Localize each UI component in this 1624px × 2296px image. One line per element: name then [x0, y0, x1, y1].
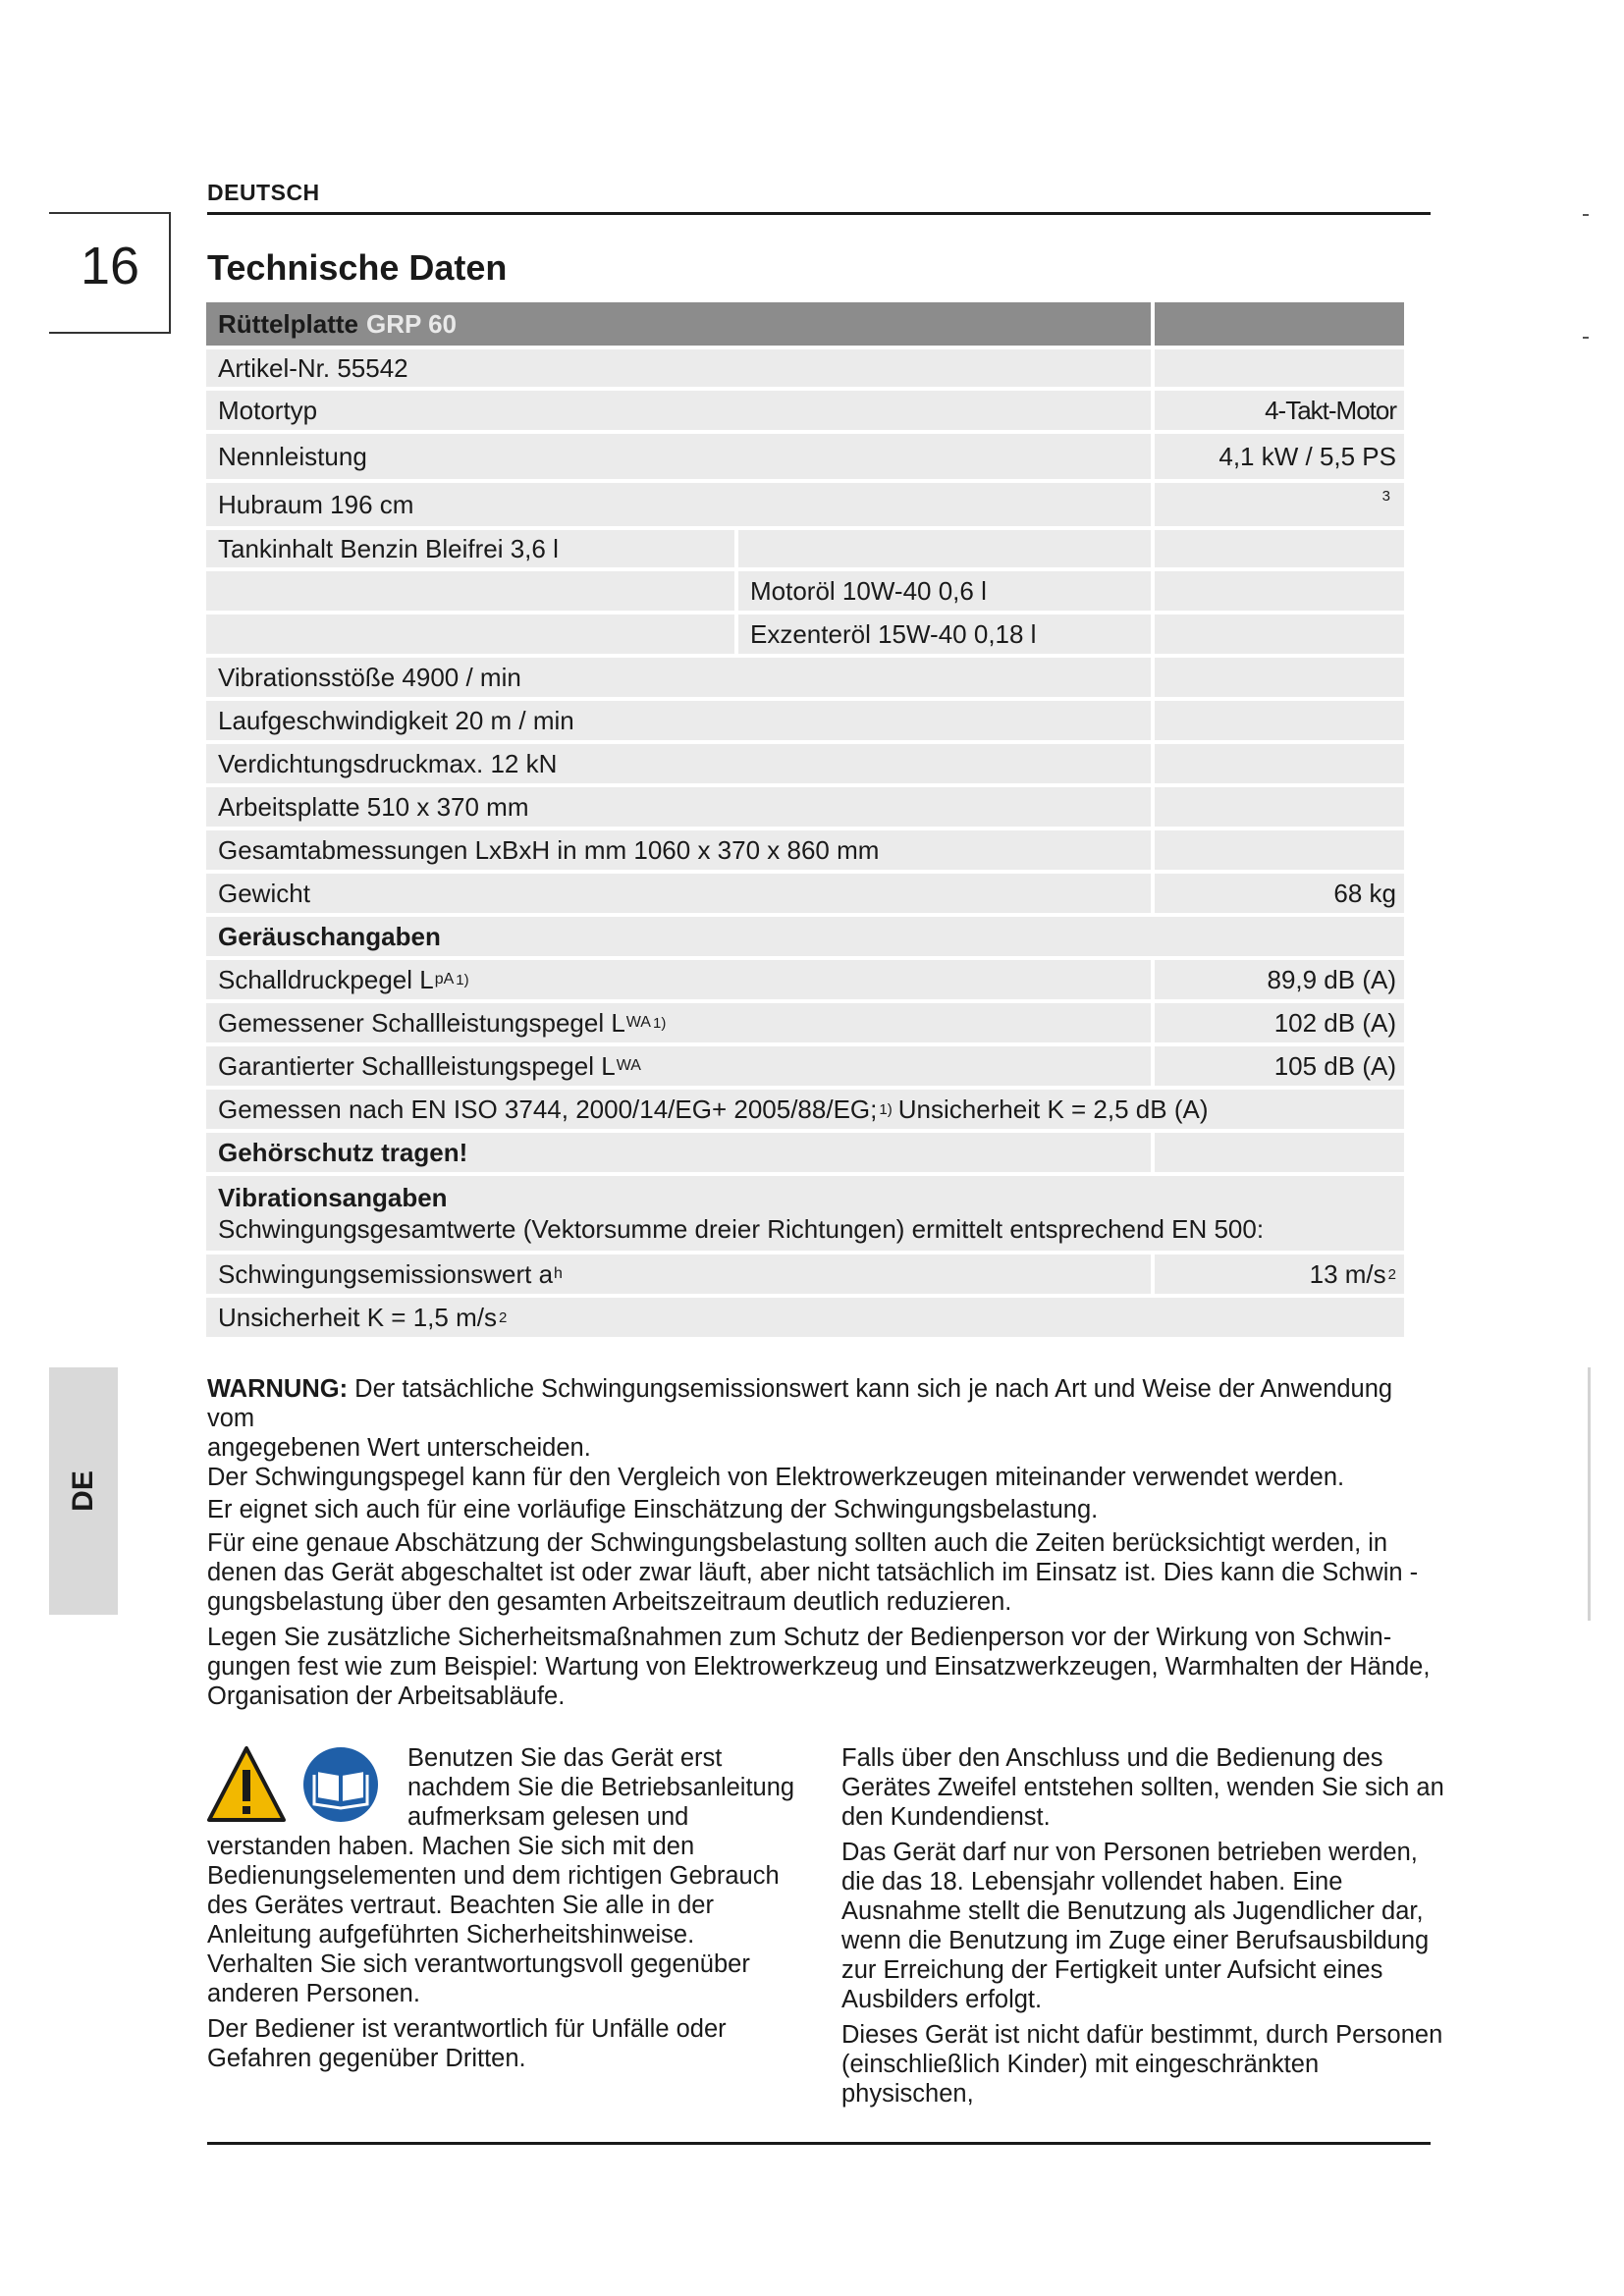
row-value: [1155, 830, 1404, 870]
left-text: verstanden haben. Machen Sie sich mit den: [207, 1833, 695, 1860]
row-label: Vibrationsstöße 4900 / min: [206, 658, 1151, 697]
right-text: zur Erreichung der Fertigkeit unter Aufsicht eines: [841, 1956, 1383, 1984]
row-value-cell: [1155, 483, 1404, 526]
page-number: 16: [80, 237, 140, 295]
row-label: [206, 1046, 1151, 1086]
row-value: [1155, 744, 1404, 783]
warning-triangle-icon: [206, 1745, 403, 1824]
left-text: Anleitung aufgeführten Sicherheitshinweise.: [207, 1921, 695, 1949]
right-text: (einschließlich Kinder) mit eingeschränkten physischen,: [841, 2051, 1320, 2108]
measured-note: [206, 1090, 1404, 1129]
left-column: [207, 1832, 836, 2073]
row-value: [1155, 1255, 1404, 1294]
row-value: 4-Takt-Motor: [1155, 391, 1404, 430]
table-row: [206, 874, 1404, 913]
language-header: DEUTSCH: [207, 180, 320, 205]
row-value-blank: [1155, 1133, 1404, 1172]
warning-label: WARNUNG:: [207, 1375, 349, 1403]
right-text: Ausnahme stellt die Benutzung als Jugendlicher dar,: [841, 1897, 1424, 1925]
row-value: [1155, 530, 1404, 567]
row-label: Arbeitsplatte 510 x 370 mm: [206, 787, 1151, 827]
margin-line: [1588, 1367, 1591, 1621]
vibration-subheading: Schwingungsgesamtwerte (Vektorsumme dreier Richtungen) ermittelt entsprechend EN 500:: [218, 1214, 1265, 1244]
left-text: Gefahren gegenüber Dritten.: [207, 2045, 526, 2072]
table-row: [206, 434, 1404, 479]
right-text: Das Gerät darf nur von Personen betrieben werden,: [841, 1839, 1418, 1866]
footer-rule: [207, 2142, 1431, 2145]
warning-text: gungen fest wie zum Beispiel: Wartung von Elektrowerkzeug und Einsatzwerkzeugen, Warmhalten der Hände,: [207, 1653, 1431, 1681]
margin-tick: [1583, 214, 1589, 216]
row-label: Verdichtungsdruckmax. 12 kN: [206, 744, 1151, 783]
vibration-heading: Vibrationsangaben: [218, 1183, 448, 1212]
uncertainty-cell: [206, 1298, 1404, 1337]
row-value: 102 dB (A): [1155, 1003, 1404, 1042]
row-left-blank: [206, 571, 734, 611]
left-text: aufmerksam gelesen und: [407, 1803, 689, 1831]
left-column-top: [407, 1743, 820, 1832]
left-text: anderen Personen.: [207, 1980, 420, 2007]
warning-text: denen das Gerät abgeschaltet ist oder zwar läuft, aber nicht tatsächlich im Einsatz ist. Dies kann die Schwin -: [207, 1559, 1419, 1586]
table-row: [206, 614, 1404, 654]
safety-icons: [206, 1745, 403, 1824]
measured-row: [206, 1090, 1404, 1129]
row-value: [1155, 658, 1404, 697]
table-title-model: GRP 60: [366, 309, 458, 339]
footnote-ref: 1): [879, 1100, 893, 1118]
row-value: [1155, 571, 1404, 611]
warning-text: Er eignet sich auch für eine vorläufige Einschätzung der Schwingungsbelastung.: [207, 1496, 1099, 1523]
margin-tick: [1583, 337, 1589, 339]
left-text: nachdem Sie die Betriebsanleitung: [407, 1774, 795, 1801]
row-value: [1155, 787, 1404, 827]
table-row: [206, 1255, 1404, 1294]
row-mid-blank: [738, 530, 1151, 567]
noise-sub: pA: [434, 971, 455, 988]
table-header-row: [206, 302, 1404, 346]
hearing-protection: Gehörschutz tragen!: [206, 1133, 1151, 1172]
table-row: [206, 349, 1404, 387]
table-title-prefix: Rüttelplatte: [218, 309, 358, 339]
row-label: Laufgeschwindigkeit 20 m / min: [206, 701, 1151, 740]
right-text: Gerätes Zweifel entstehen sollten, wenden Sie sich an: [841, 1774, 1444, 1801]
right-column: [841, 1743, 1450, 2109]
vibration-sub: h: [554, 1265, 563, 1282]
row-label: Hubraum 196 cm: [206, 483, 1151, 526]
language-tab-label: DE: [67, 1470, 99, 1512]
table-header-blank: [1155, 302, 1404, 346]
left-text: des Gerätes vertraut. Beachten Sie alle in der: [207, 1892, 714, 1919]
row-value: 89,9 dB (A): [1155, 960, 1404, 999]
row-label: Nennleistung: [206, 434, 1151, 479]
table-row: [206, 1003, 1404, 1042]
noise-sub: WA: [616, 1057, 641, 1074]
row-value: 105 dB (A): [1155, 1046, 1404, 1086]
unit-exponent: 2: [1387, 1265, 1396, 1283]
row-label: Gewicht: [206, 874, 1151, 913]
language-tab-label-box: [49, 1367, 118, 1615]
hearing-row: [206, 1133, 1404, 1172]
warning-text: Legen Sie zusätzliche Sicherheitsmaßnahmen zum Schutz der Bedienperson vor der Wirkung von Schwin-: [207, 1624, 1392, 1651]
footnote-ref: 1): [456, 971, 469, 988]
table-row: [206, 787, 1404, 827]
right-text: Dieses Gerät ist nicht dafür bestimmt, durch Personen: [841, 2021, 1443, 2049]
section-title: Technische Daten: [207, 247, 508, 288]
table-row: [206, 658, 1404, 697]
warning-text: Organisation der Arbeitsabläufe.: [207, 1682, 566, 1710]
table-row: [206, 530, 1404, 567]
table-row: [206, 391, 1404, 430]
row-value: 4,1 kW / 5,5 PS: [1155, 434, 1404, 479]
table-row: [206, 744, 1404, 783]
row-label: [206, 1003, 1151, 1042]
left-text: Der Bediener ist verantwortlich für Unfälle oder: [207, 2015, 727, 2043]
row-label: [206, 960, 1151, 999]
uncertainty: Unsicherheit K = 1,5 m/s: [218, 1303, 497, 1332]
noise-sub: WA: [625, 1014, 651, 1031]
vibration-heading-cell: [206, 1176, 1404, 1251]
left-text: Bedienungselementen und dem richtigen Gebrauch: [207, 1862, 780, 1890]
row-value: [1155, 349, 1404, 387]
table-title: [206, 302, 1151, 346]
noise-heading: Geräuschangaben: [206, 917, 1404, 956]
spec-table: [206, 302, 1404, 1337]
row-label: Gesamtabmessungen LxBxH in mm 1060 x 370 x 860 mm: [206, 830, 1151, 870]
noise-label: Garantierter Schallleistungspegel L: [218, 1051, 616, 1081]
table-row: [206, 483, 1404, 526]
warning-text: angegebenen Wert unterscheiden.: [207, 1434, 591, 1462]
right-text: den Kundendienst.: [841, 1803, 1051, 1831]
row-label: Tankinhalt Benzin Bleifrei 3,6 l: [206, 530, 734, 567]
left-text: Benutzen Sie das Gerät erst: [407, 1744, 723, 1772]
warning-text: Der Schwingungspegel kann für den Vergleich von Elektrowerkzeugen miteinander verwendet werden.: [207, 1464, 1345, 1491]
noise-label: Schalldruckpegel L: [218, 965, 434, 994]
noise-heading-row: [206, 917, 1404, 956]
vibration-heading-row: [206, 1176, 1404, 1251]
superscript-3: 3: [1381, 488, 1390, 505]
row-label: Exzenteröl 15W-40 0,18 l: [738, 614, 1151, 654]
row-label: Motortyp: [206, 391, 1151, 430]
right-text: wenn die Benutzung im Zuge einer Berufsausbildung: [841, 1927, 1430, 1954]
warning-text: gungsbelastung über den gesamten Arbeitszeitraum deutlich reduzieren.: [207, 1588, 1012, 1616]
right-text: die das 18. Lebensjahr vollendet haben. Eine: [841, 1868, 1343, 1896]
warning-text: Für eine genaue Abschätzung der Schwingungsbelastung sollten auch die Zeiten berücksichtigt werden, in: [207, 1529, 1388, 1557]
vibration-value: 13 m/s: [1309, 1259, 1386, 1289]
table-row: [206, 571, 1404, 611]
right-text: Falls über den Anschluss und die Bedienung des: [841, 1744, 1383, 1772]
row-value: [1155, 614, 1404, 654]
noise-label: Gemessener Schallleistungspegel L: [218, 1008, 625, 1038]
footnote-ref: 1): [652, 1014, 667, 1032]
warning-text: Der tatsächliche Schwingungsemissionswert kann sich je nach Art und Weise der Anwendung vom: [207, 1375, 1393, 1432]
row-label: [206, 1255, 1151, 1294]
table-row: [206, 830, 1404, 870]
measured-prefix: Gemessen nach EN ISO 3744, 2000/14/EG+ 2005/88/EG;: [218, 1095, 878, 1124]
warning-block: [207, 1374, 1444, 1711]
vibration-label: Schwingungsemissionswert a: [218, 1259, 554, 1289]
table-row: [206, 960, 1404, 999]
table-row: [206, 701, 1404, 740]
row-label: Motoröl 10W-40 0,6 l: [738, 571, 1151, 611]
right-text: Ausbilders erfolgt.: [841, 1986, 1043, 2013]
table-row: [206, 1298, 1404, 1337]
row-value: 68 kg: [1155, 874, 1404, 913]
unit-exponent: 2: [498, 1308, 508, 1326]
measured-suffix: Unsicherheit K = 2,5 dB (A): [897, 1095, 1209, 1124]
row-label: Artikel-Nr. 55542: [206, 349, 1151, 387]
row-value: [1155, 701, 1404, 740]
row-left-blank: [206, 614, 734, 654]
header-rule: [207, 212, 1431, 215]
left-text: Verhalten Sie sich verantwortungsvoll gegenüber: [207, 1950, 750, 1978]
table-row: [206, 1046, 1404, 1086]
